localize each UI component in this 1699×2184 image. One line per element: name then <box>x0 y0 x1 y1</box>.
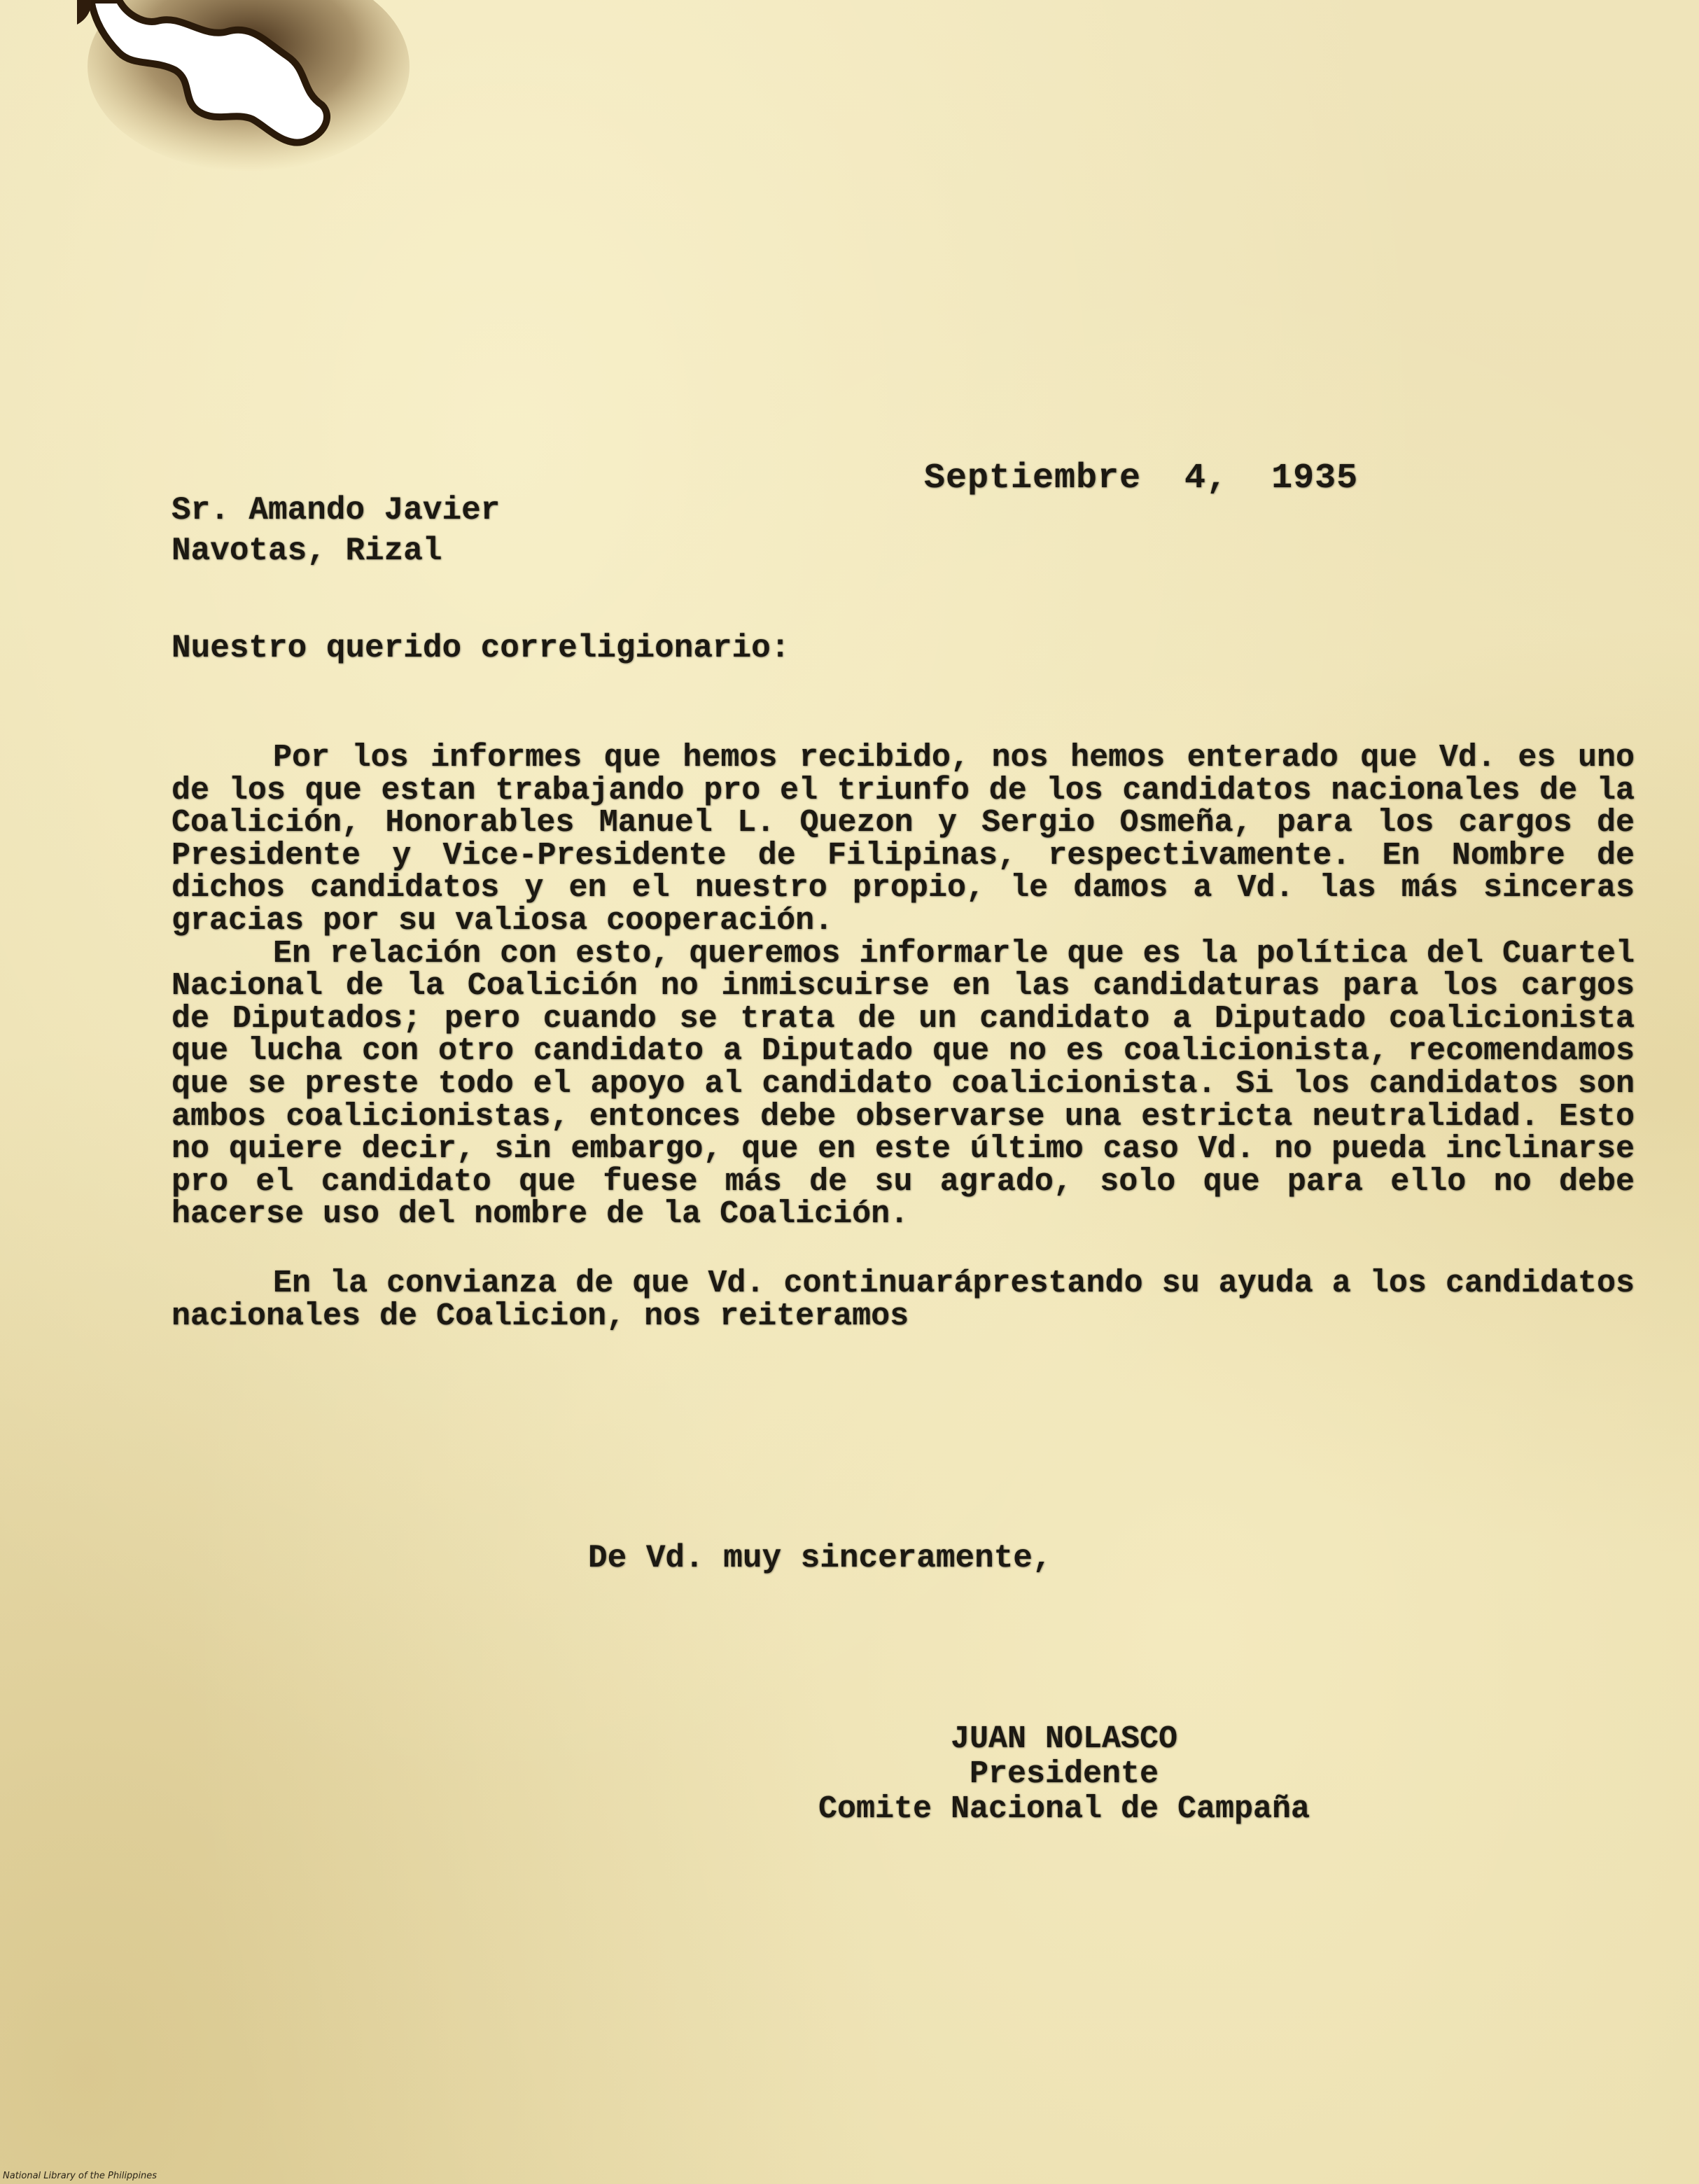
body-paragraph-1: Por los informes que hemos recibido, nos hemos enterado que Vd. es uno de los que estan trabajando pro el triunfo de los candidatos nacionales de la Coalición, Honorables Manuel L. Quezon y Sergio Osmeña, para los cargos de Presidente y Vice-Presidente de Filipinas, respectivamente. En Nombre de dichos candidatos y en el nuestro propio, le damos a Vd. las más sinceras gracias por su valiosa cooperación. <box>172 740 1635 939</box>
body-paragraph-3: En la convianza de que Vd. continuaráprestando su ayuda a los candidatos nacionales de Coalicion, nos reiteramos <box>172 1265 1635 1334</box>
signatory-organization: Comite Nacional de Campaña <box>818 1791 1310 1827</box>
signatory-name: JUAN NOLASCO <box>950 1721 1178 1757</box>
recipient-address <box>172 490 500 571</box>
recipient-location: Navotas, Rizal <box>172 533 442 569</box>
signatory-title: Presidente <box>969 1756 1159 1792</box>
letter-date: Septiembre 4, 1935 <box>924 458 1359 498</box>
recipient-name: Sr. Amando Javier <box>172 492 501 528</box>
complimentary-closing: De Vd. muy sinceramente, <box>588 1540 1052 1576</box>
archive-footer-note: National Library of the Philippines <box>3 2171 158 2181</box>
signature-block <box>777 1722 1351 1827</box>
burn-damage-mark <box>77 0 413 182</box>
salutation: Nuestro querido correligionario: <box>172 630 790 666</box>
letter-body <box>172 742 1635 1333</box>
body-paragraph-2: En relación con esto, queremos informarle que es la política del Cuartel Nacional de la Coalición no inmiscuirse en las candidaturas para los cargos de Diputados; pero cuando se trata de un candidato a Diputado coalicionista que lucha con otro candidato a Diputado que no es coalicionista, recomendamos que se preste todo el apoyo al candidato coalicionista. Si los candidatos son ambos coalicionistas, entonces debe observarse una estricta neutralidad. Esto no quiere decir, sin embargo, que en este último caso Vd. no pueda inclinarse pro el candidato que fuese más de su agrado, solo que para ello no debe hacerse uso del nombre de la Coalición. <box>172 935 1635 1233</box>
